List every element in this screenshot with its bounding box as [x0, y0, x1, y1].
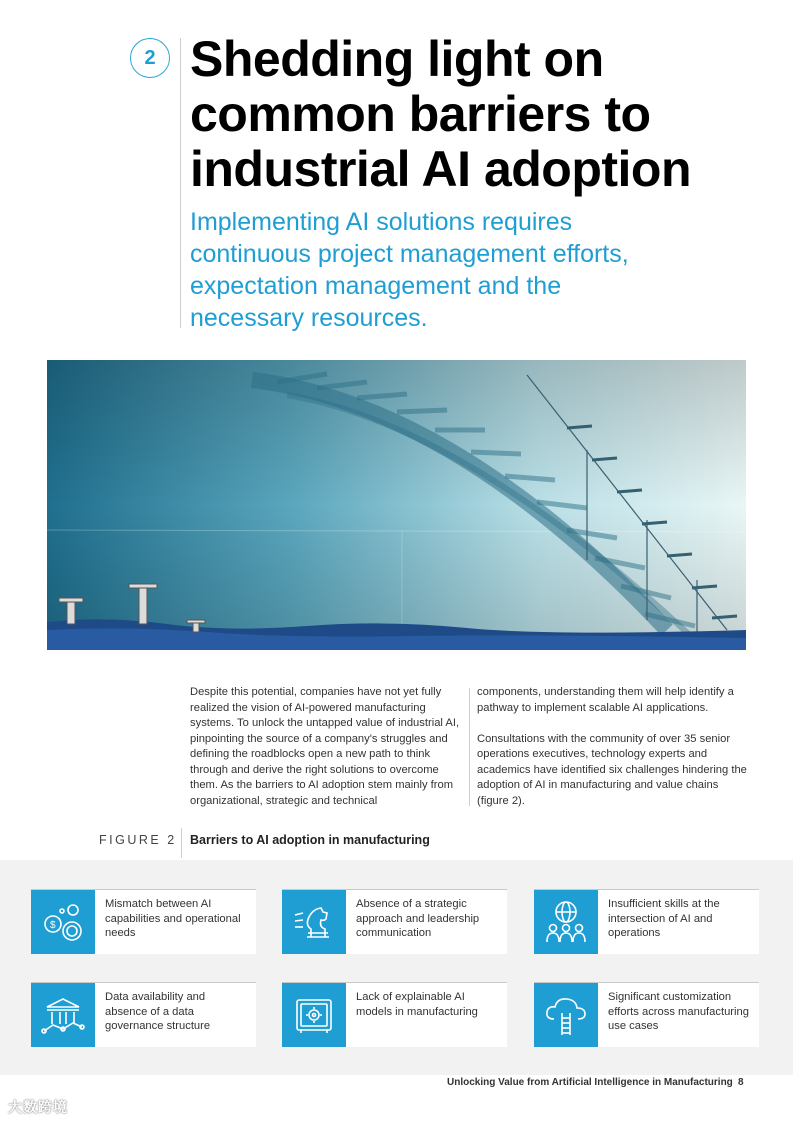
barrier-card: [282, 982, 507, 1047]
spiral-staircase-tank-photo: [47, 360, 746, 650]
page-number: 8: [738, 1077, 744, 1088]
chess-knight-icon: [282, 890, 346, 954]
team-globe-icon: [534, 890, 598, 954]
figure-label: FIGURE 2: [99, 833, 177, 847]
barrier-card: [534, 982, 759, 1047]
svg-text:$: $: [50, 920, 56, 931]
barrier-card: [31, 889, 256, 954]
institution-data-icon: [31, 983, 95, 1047]
body-column-2: [477, 685, 752, 825]
body-paragraph: components, understanding them will help identify a pathway to implement scalable AI applications.: [477, 686, 734, 714]
page-title: Shedding light on common barriers to industrial AI adoption: [190, 31, 692, 197]
figure-divider: [181, 828, 182, 858]
barrier-card: [534, 889, 759, 954]
watermark-logo: 大数跨境: [8, 1099, 68, 1115]
coins-bubbles-icon: [31, 890, 95, 954]
barrier-text: Mismatch between AI capabilities and operational needs: [105, 898, 241, 939]
barrier-text: Absence of a strategic approach and leadership communication: [356, 898, 480, 939]
body-paragraph: Consultations with the community of over 35 senior operations executives, technology experts and academics have identified six challenges hindering the adoption of AI in manufacturing and value chains (figure 2).: [477, 732, 747, 807]
figure-panel: [0, 860, 793, 1075]
barrier-text: Significant customization efforts across manufacturing use cases: [608, 991, 749, 1032]
footer-report-title: Unlocking Value from Artificial Intelligence in Manufacturing: [447, 1077, 733, 1088]
chapter-number-badge: [130, 38, 170, 78]
page-subtitle: Implementing AI solutions requires continuous project management efforts, expectation management and the necessary resources.: [190, 208, 629, 332]
title-divider: [180, 38, 181, 328]
safe-gear-icon: [282, 983, 346, 1047]
barrier-text: Lack of explainable AI models in manufacturing: [356, 991, 478, 1018]
cloud-ladder-icon: [534, 983, 598, 1047]
figure-title: Barriers to AI adoption in manufacturing: [190, 833, 430, 847]
chapter-number: 2: [144, 46, 156, 69]
barrier-text: Insufficient skills at the intersection of AI and operations: [608, 898, 720, 939]
barrier-card: [282, 889, 507, 954]
barrier-card: [31, 982, 256, 1047]
body-column-1: Despite this potential, companies have not yet fully realized the vision of AI-powered manufacturing systems. To unlock the untapped value of industrial AI, pinpointing the source of a company's struggles and defining the roadblocks open a new path to think through and derive the right solutions to overcome them. As the barriers to AI adoption stem mainly from organizational, strategic and technical: [190, 686, 460, 807]
body-column-divider: [469, 688, 470, 806]
barrier-text: Data availability and absence of a data governance structure: [105, 991, 211, 1032]
